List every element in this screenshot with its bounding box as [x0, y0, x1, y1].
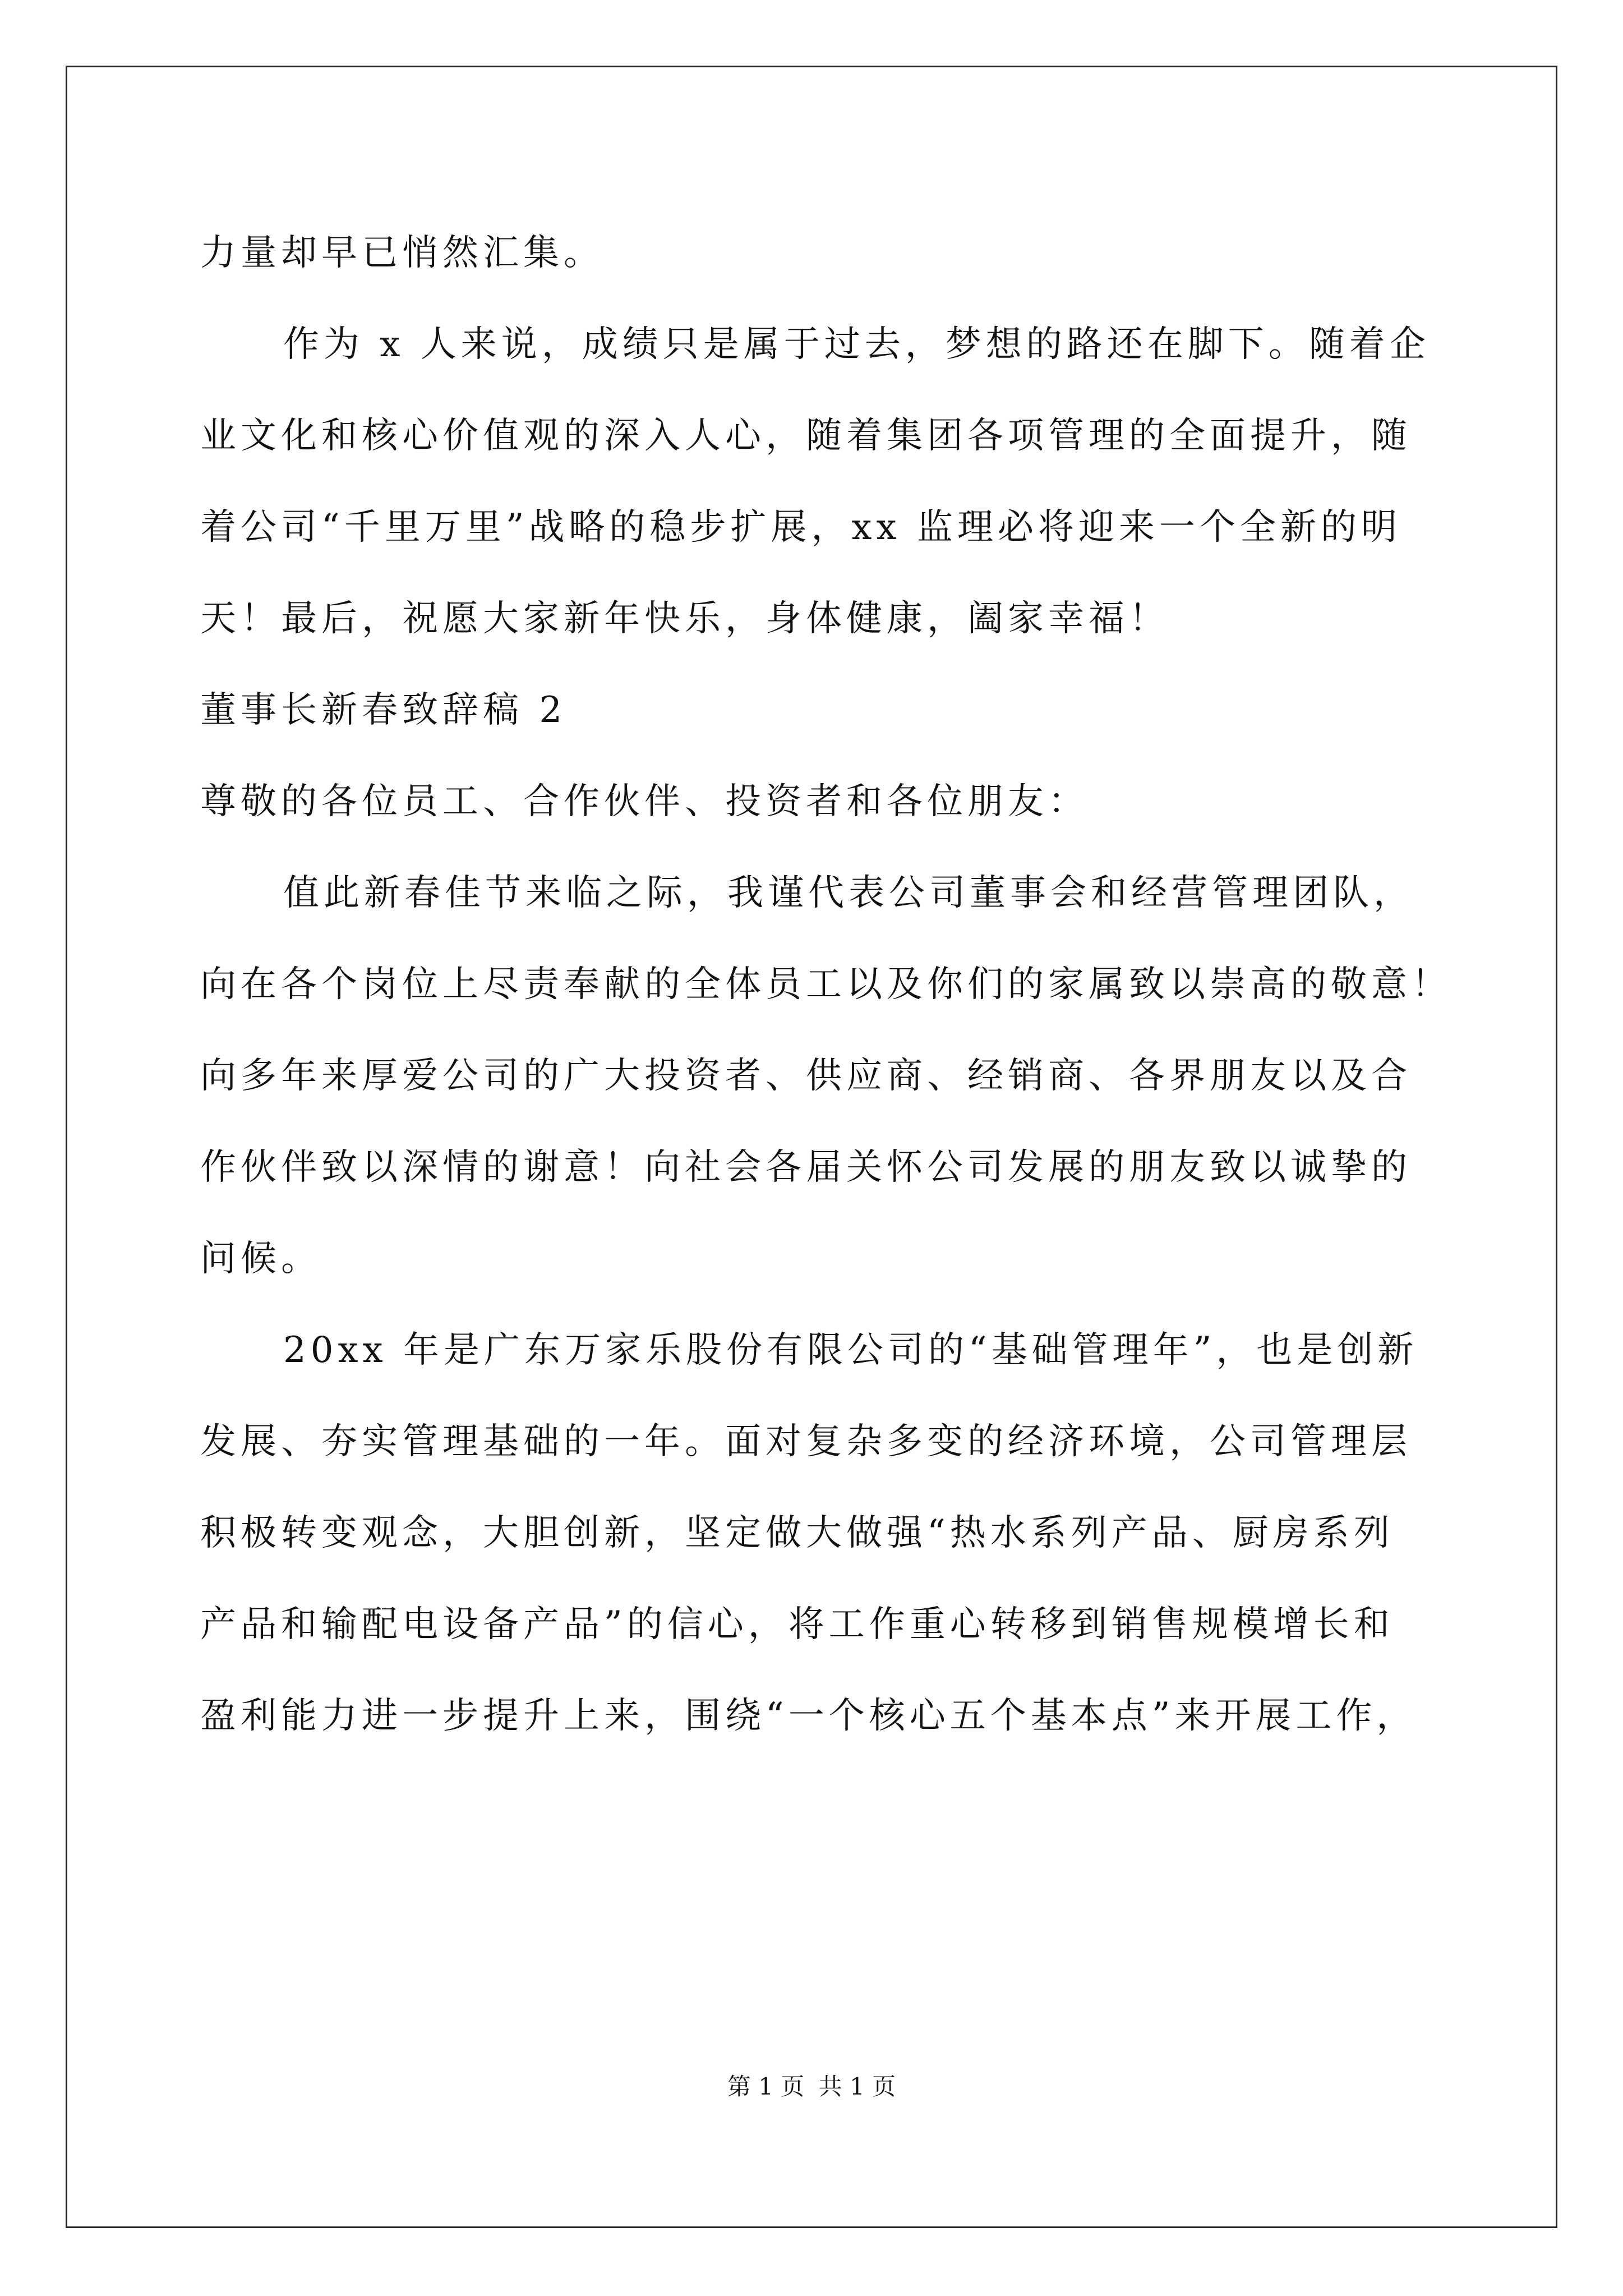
page-footer: [0, 2070, 1623, 2104]
text-line: 盈利能力进一步提升上来，围绕“一个核心五个基本点”来开展工作，: [200, 1695, 1417, 1737]
text-line: 天！最后，祝愿大家新年快乐，身体健康，阖家幸福！: [200, 598, 1169, 639]
text-line: 20xx 年是广东万家乐股份有限公司的“基础管理年”，也是创新: [283, 1329, 1418, 1371]
page-number: 第 1 页: [727, 2073, 805, 2100]
document-body: [200, 208, 1452, 1762]
text-line: 力量却早已悄然汇集。: [200, 232, 604, 274]
text-line: 业文化和核心价值观的深入人心，随着集团各项管理的全面提升，随: [200, 415, 1412, 457]
page-total: 共 1 页: [818, 2073, 896, 2100]
text-line: 着公司“千里万里”战略的稳步扩展，xx 监理必将迎来一个全新的明: [200, 507, 1401, 548]
text-line: 向在各个岗位上尽责奉献的全体员工以及你们的家属致以崇高的敬意！: [200, 964, 1452, 1005]
text-line: 产品和输配电设备产品”的信心，将工作重心转移到销售规模增长和: [200, 1604, 1394, 1645]
text-line: 发展、夯实管理基础的一年。面对复杂多变的经济环境，公司管理层: [200, 1421, 1412, 1462]
section-heading: 董事长新春致辞稿 2: [200, 689, 567, 731]
text-line: 作伙伴致以深情的谢意！向社会各届关怀公司发展的朋友致以诚挚的: [200, 1147, 1412, 1188]
text-line: 积极转变观念，大胆创新，坚定做大做强“热水系列产品、厨房系列: [200, 1512, 1394, 1554]
salutation: 尊敬的各位员工、合作伙伴、投资者和各位朋友：: [200, 781, 1089, 822]
text-line: 问候。: [200, 1238, 321, 1280]
text-line: 值此新春佳节来临之际，我谨代表公司董事会和经营管理团队，: [283, 872, 1414, 914]
text-line: 向多年来厚爱公司的广大投资者、供应商、经销商、各界朋友以及合: [200, 1055, 1412, 1097]
text-line: 作为 x 人来说，成绩只是属于过去，梦想的路还在脚下。随着企: [283, 324, 1430, 365]
